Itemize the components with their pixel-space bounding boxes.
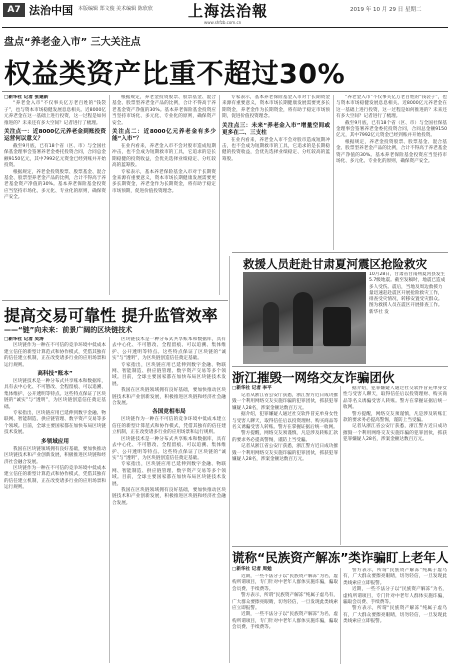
story4-byline: □新华社 记者 周勉 <box>232 567 272 572</box>
story2-column-2 <box>112 337 226 663</box>
section-title: 法治中国 <box>29 4 73 17</box>
story2-paragraph: 区块链作为一种在不可信的竞争环境中低成本建立信任的新型计算范式和协作模式，凭借其独有的信任建立机制，正在改变诸多行业的应用场景和运行规则。 <box>4 465 106 491</box>
story4-column-1 <box>232 574 338 664</box>
story4-paragraph: 警方表示，所谓“民族资产解冻”纯属子虚乌有，广大群众要擦亮眼睛，切勿轻信，一旦发现此类线索应立即报警。 <box>343 606 447 625</box>
story2-paragraph: 专家指出，区块链应用已延伸到数字金融、物联网、智能制造、供应链管理、数字资产交易等多个领域。目前，全球主要国家都在加快布局区块链技术发展。 <box>112 462 226 487</box>
story1-subhead: 关注点二：近8000亿元养老金有多少能“入市”？ <box>112 129 216 143</box>
story3-column-1 <box>232 393 338 545</box>
story3-paragraph: 据介绍，犯罪嫌疑人通过社交软件冒充单身女性与受害人聊天，取得信任后以投资理财、购买商品等名义诱骗受害人转账。警方在掌握证据后统一收网。 <box>343 386 447 411</box>
story2-subhead: 多领域应用 <box>41 438 69 445</box>
story1-paragraph: “养老金入市”不仅事关亿万老百姓的“钱袋子”，也与资本市场稳健发展息息相关。近8000亿元养老金在这一基础上进行投资，这一过程是如何推进的？未来还有多大空间？记者进行了梳理。 <box>4 101 106 126</box>
story4-paragraph: 近期，一些不法分子以“民族资产解冻”为名，虚构所谓项目，专门针对中老年人群体实施诈骗，骗取会员费、手续费等。 <box>232 574 338 592</box>
story2-byline: □新华社 记者 吴涛 <box>4 337 44 342</box>
header-rule <box>2 27 448 28</box>
story4-headline: 谎称“民族资产解冻”类诈骗盯上老年人 <box>232 550 449 565</box>
rubble-ground <box>243 346 366 364</box>
column-divider <box>229 256 230 663</box>
story2-paragraph: 我国在区块链领域拥有良好基础，要加快推动区块链技术和产业创新发展，积极推进区块链和经济社会融合发展。 <box>112 388 226 407</box>
headline-rule <box>2 91 448 92</box>
story1-byline: □新华社 记者 张建新 <box>4 95 49 100</box>
story2-subhead: 各国竞相布局 <box>152 409 186 416</box>
column-divider <box>333 95 334 250</box>
story-separator <box>232 546 448 547</box>
rescuer-figure <box>323 307 351 347</box>
story-separator <box>232 366 448 367</box>
story3-headline: 浙江摧毁一网络交友诈骗团伙 <box>232 370 395 385</box>
story1-paragraph: “养老金入市”不仅事关亿万老百姓的“钱袋子”，也与资本市场稳健发展息息相关。近8000亿元养老金在这一基础上进行投资，这一过程是如何推进的？未来还有多大空间？记者进行了梳理。 <box>336 95 447 120</box>
story1-kicker: 盘点“养老金入市” 三大关注点 <box>4 37 141 48</box>
story4-paragraph: 警方表示，所谓“民族资产解冻”纯属子虚乌有，广大群众要擦亮眼睛，切勿轻信，一旦发现此类线索应立即报警。 <box>232 593 338 612</box>
issue-date: 2019 年 10 月 29 日 星期二 <box>350 7 422 13</box>
story2-paragraph: 区块链技术是一种分布式共享账本和数据库，具有去中心化、不可篡改、全程留痕、可以追溯、集体维护、公开透明等特点。这些特点保证了区块链的“诚实”与“透明”，为区块链创造信任奠定基础。 <box>112 337 226 362</box>
story1-paragraph: 在业内看来，养老金入市不会对股市造成短期冲击，也不会成为短期救市的工具，它追求的是长期稳健的投资收益，会优先选择业绩稳定、分红较高的蓝筹股。 <box>112 144 216 169</box>
column-divider <box>340 568 341 664</box>
story4-paragraph: 近期，一些不法分子以“民族资产解冻”为名，虚构所谓项目，专门针对中老年人群体实施诈骗，骗取会员费、手续费等。 <box>232 612 338 631</box>
story-separator <box>2 300 228 301</box>
story4-column-2 <box>343 568 447 664</box>
story2-paragraph: 区块链作为一种在不可信的竞争环境中低成本建立信任的新型计算范式和协作模式，凭借其独有的信任建立机制，正在改变诸多行业的应用场景和运行规则。 <box>112 417 226 436</box>
story2-paragraph: 专家指出，区块链应用已延伸到数字金融、物联网、智能制造、供应链管理、数字资产交易等多个领域。目前，全球主要国家都在加快布局区块链技术发展。 <box>4 411 106 436</box>
story1-column-3 <box>222 95 330 250</box>
story1-subhead: 关注点一：近8000亿元养老金到账投资运营何以意义？ <box>4 129 106 143</box>
story2-paragraph: 专家指出，区块链应用已延伸到数字金融、物联网、智能制造、供应链管理、数字资产交易等多个领域。目前，全球主要国家都在加快布局区块链技术发展。 <box>112 362 226 387</box>
story1-paragraph: 在业内看来，养老金入市不会对股市造成短期冲击，也不会成为短期救市的工具，它追求的是长期稳健的投资收益，会优先选择业绩稳定、分红较高的蓝筹股。 <box>222 137 330 162</box>
story2-paragraph: 区块链作为一种在不可信的竞争环境中低成本建立信任的新型计算范式和协作模式，凭借其独有的信任建立机制，正在改变诸多行业的应用场景和运行规则。 <box>4 343 106 368</box>
story-separator <box>232 252 448 253</box>
photo-story-headline: 救援人员赶赴甘肃夏河震区抢险救灾 <box>243 257 427 271</box>
story1-headline: 权益类资产比重不超过30% <box>4 59 346 90</box>
story1-paragraph: 专家表示，基本养老保险基金入市对于长期资金来源有重要意义，资本市场长期健康发展需要更多长期资金，养老金作为长期资金，将有助于稳定市场预期，促进价值投资理念。 <box>222 95 330 120</box>
story3-paragraph: 警方提醒，网络交友须谨慎，凡是涉及转账汇款的要求务必提高警惕，谨防上当受骗。 <box>343 411 447 424</box>
story1-column-1 <box>4 95 106 295</box>
story3-column-2 <box>343 386 447 545</box>
masthead-url: www.shfzb.com.cn <box>204 20 242 25</box>
story2-paragraph: 区块链技术是一种分布式共享账本和数据库，具有去中心化、不可篡改、全程留痕、可以追溯、集体维护、公开透明等特点。这些特点保证了区块链的“诚实”与“透明”，为区块链创造信任奠定基础。 <box>112 436 226 461</box>
editor-credits: 本版编辑 郑文俊 美术编辑 陈欣欣 <box>78 6 153 12</box>
story2-subhead: 高科技“账本” <box>37 371 73 378</box>
story3-paragraph: 记者从浙江省公安厅获悉，浙江警方近日成功摧毁一个利用网络交友实施诈骗的犯罪团伙，抓获犯罪嫌疑人28名，涉案金额达数百万元。 <box>232 393 338 411</box>
story4-paragraph: 近期，一些不法分子以“民族资产解冻”为名，虚构所谓项目，专门针对中老年人群体实施诈骗，骗取会员费、手续费等。 <box>343 587 447 606</box>
page-number-badge: A7 <box>3 3 25 17</box>
story1-paragraph: 截至9月底，已有18个省（区、市）与全国社保基金理事会签署养老金委托投资合同，合同总金额9150亿元，其中7992亿元资金已经到账并开始投资。 <box>336 120 447 139</box>
page-header <box>0 0 450 30</box>
story1-paragraph: 根据规定，养老金投资股票、股票基金、混合基金、股票型养老金产品的比例，合计不得高于养老基金资产净值的30%。基本养老保险基金投资应当坚持市场化、多元化、专业化的原则，确保资产安全。 <box>4 169 106 201</box>
column-divider <box>219 95 220 295</box>
newspaper-masthead: 上海法治報 <box>188 2 269 20</box>
story3-paragraph: 据介绍，犯罪嫌疑人通过社交软件冒充单身女性与受害人聊天，取得信任后以投资理财、购买商品等名义诱骗受害人转账。警方在掌握证据后统一收网。 <box>232 412 338 431</box>
story1-subhead: 关注点三：未来“养老金入市”增量空间或更多在二、三支柱 <box>222 122 330 136</box>
story2-column-1 <box>4 337 106 663</box>
story2-subheadline: ——“链”向未来：前景广阔的区块链技术 <box>4 326 133 334</box>
story3-paragraph: 记者从浙江省公安厅获悉，浙江警方近日成功摧毁一个利用网络交友实施诈骗的犯罪团伙，抓获犯罪嫌疑人28名，涉案金额达数百万元。 <box>232 444 338 463</box>
story2-paragraph: 我国在区块链领域拥有良好基础，要加快推动区块链技术和产业创新发展，积极推进区块链和经济社会融合发展。 <box>4 446 106 465</box>
story2-paragraph: 我国在区块链领域拥有良好基础，要加快推动区块链技术和产业创新发展，积极推进区块链和经济社会融合发展。 <box>112 487 226 506</box>
story3-byline: □新华社 记者 李平 <box>232 386 272 391</box>
story1-column-2 <box>112 95 216 295</box>
photo-caption: 10月28日，甘肃省甘南州夏河县发生5.7级地震。截至发稿时，地震已造成多人受伤。震后，当地及周边救援力量迅速赶赴震区开展抢险救灾工作，排查受灾情况，转移安置受灾群众。图为救援人员在震区开展排查工作。新华社 发 <box>369 272 446 315</box>
story2-paragraph: 区块链技术是一种分布式共享账本和数据库，具有去中心化、不可篡改、全程留痕、可以追溯、集体维护、公开透明等特点。这些特点保证了区块链的“诚实”与“透明”，为区块链创造信任奠定基础。 <box>4 379 106 410</box>
story1-paragraph: 根据规定，养老金投资股票、股票基金、混合基金、股票型养老金产品的比例，合计不得高于养老基金资产净值的30%。基本养老保险基金投资应当坚持市场化、多元化、专业化的原则，确保资产安全。 <box>336 139 447 165</box>
story1-paragraph: 根据规定，养老金投资股票、股票基金、混合基金、股票型养老金产品的比例，合计不得高于养老基金资产净值的30%。基本养老保险基金投资应当坚持市场化、多元化、专业化的原则，确保资产安全。 <box>112 95 216 126</box>
story4-paragraph: 警方表示，所谓“民族资产解冻”纯属子虚乌有，广大群众要擦亮眼睛，切勿轻信，一旦发现此类线索应立即报警。 <box>343 568 447 586</box>
rescuer-figure <box>293 292 313 354</box>
column-divider <box>109 95 110 295</box>
column-divider <box>340 386 341 545</box>
story1-column-4 <box>336 95 447 250</box>
story1-paragraph: 专家表示，基本养老保险基金入市对于长期资金来源有重要意义，资本市场长期健康发展需要更多长期资金，养老金作为长期资金，将有助于稳定市场预期，促进价值投资理念。 <box>112 169 216 194</box>
story3-paragraph: 记者从浙江省公安厅获悉，浙江警方近日成功摧毁一个利用网络交友实施诈骗的犯罪团伙，抓获犯罪嫌疑人28名，涉案金额达数百万元。 <box>343 424 447 443</box>
column-divider <box>109 337 110 663</box>
story1-paragraph: 截至9月底，已有18个省（区、市）与全国社保基金理事会签署养老金委托投资合同，合同总金额9150亿元，其中7992亿元资金已经到账并开始投资。 <box>4 144 106 169</box>
story3-paragraph: 警方提醒，网络交友须谨慎，凡是涉及转账汇款的要求务必提高警惕，谨防上当受骗。 <box>232 431 338 443</box>
story2-headline: 提高交易可靠性 提升监管效率 <box>4 306 218 325</box>
rescuer-figure <box>263 302 279 352</box>
rescue-photo <box>243 272 366 364</box>
